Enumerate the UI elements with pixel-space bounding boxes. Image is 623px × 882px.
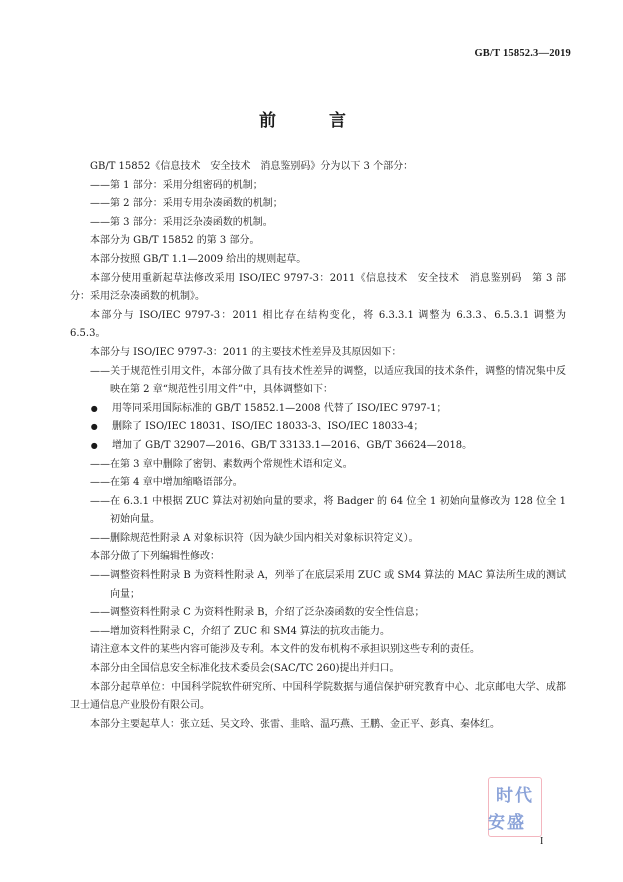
watermark-text: 安盛 [488, 813, 526, 833]
paragraph-drafting-units: 本部分起草单位：中国科学院软件研究所、中国科学院数据与通信保护研究教育中心、北京邮电大学、成都卫士通信息产业股份有限公司。 [70, 681, 566, 712]
document-body [70, 158, 566, 734]
paragraph: 本部分按照 GB/T 1.1—2009 给出的规则起草。 [90, 253, 307, 265]
bullet-item: ● 用等同采用国际标准的 GB/T 15852.1—2008 代替了 ISO/IEC 9797-1； [70, 400, 566, 419]
watermark-text: 时代 [496, 786, 534, 806]
part-list-item: ——第 2 部分：采用专用杂凑函数的机制； [90, 198, 283, 210]
paragraph: 本部分由全国信息安全标准化技术委员会(SAC/TC 260)提出并归口。 [90, 663, 400, 675]
difference-item: ——删除规范性附录 A 对象标识符（因为缺少国内相关对象标识符定义）。 [90, 532, 419, 544]
part-list-item: ——第 1 部分：采用分组密码的机制； [90, 179, 263, 191]
difference-item: ——在第 4 章中增加缩略语部分。 [90, 477, 243, 489]
editorial-item: ——增加资料性附录 C，介绍了 ZUC 和 SM4 算法的抗攻击能力。 [90, 625, 391, 637]
bullet-item: ● 增加了 GB/T 32907—2016、GB/T 33133.1—2016、GB/T 36624—2018。 [70, 437, 566, 456]
page-number: I [540, 836, 544, 847]
editorial-item: ——调整资料性附录 B 为资料性附录 A，列举了在底层采用 ZUC 或 SM4 算法的 MAC 算法所生成的测试向量； [90, 570, 566, 600]
paragraph-intro: GB/T 15852《信息技术 安全技术 消息鉴别码》分为以下 3 个部分： [90, 161, 414, 172]
bullet-item: ● 删除了 ISO/IEC 18031、ISO/IEC 18033-3、ISO/IEC 18033-4； [70, 418, 566, 437]
standard-code: GB/T 15852.3—2019 [474, 48, 571, 59]
difference-item: ——在第 3 章中删除了密钥、素数两个常规性术语和定义。 [90, 458, 353, 470]
difference-item: ——关于规范性引用文件，本部分做了具有技术性差异的调整，以适应我国的技术条件，调整的情况集中反映在第 2 章“规范性引用文件”中，具体调整如下： [90, 365, 566, 396]
paragraph: 本部分为 GB/T 15852 的第 3 部分。 [90, 235, 260, 247]
paragraph: 本部分与 ISO/IEC 9797-3：2011 的主要技术性差异及其原因如下： [90, 346, 402, 358]
paragraph: 本部分使用重新起草法修改采用 ISO/IEC 9797-3：2011《信息技术 安全技术 消息鉴别码 第 3 部分：采用泛杂凑函数的机制》。 [70, 272, 566, 303]
difference-item: ——在 6.3.1 中根据 ZUC 算法对初始向量的要求，将 Badger 的 64 位全 1 初始向量修改为 128 位全 1 初始向量。 [90, 495, 566, 526]
paragraph: 本部分与 ISO/IEC 9797-3：2011 相比存在结构变化，将 6.3.3.1 调整为 6.3.3、6.5.3.1 调整为 6.5.3。 [70, 309, 566, 340]
part-list-item: ——第 3 部分：采用泛杂凑函数的机制。 [90, 216, 273, 228]
page-title: 前 言 [259, 111, 364, 131]
paragraph-patent-note: 请注意本文件的某些内容可能涉及专利。本文件的发布机构不承担识别这些专利的责任。 [90, 644, 480, 656]
paragraph: 本部分做了下列编辑性修改： [90, 551, 220, 563]
editorial-item: ——调整资料性附录 C 为资料性附录 B，介绍了泛杂凑函数的安全性信息； [90, 607, 425, 619]
paragraph-drafters: 本部分主要起草人：张立廷、吴文玲、张雷、韭晗、温巧燕、王鹏、金正平、彭真、秦体红。 [90, 718, 500, 730]
